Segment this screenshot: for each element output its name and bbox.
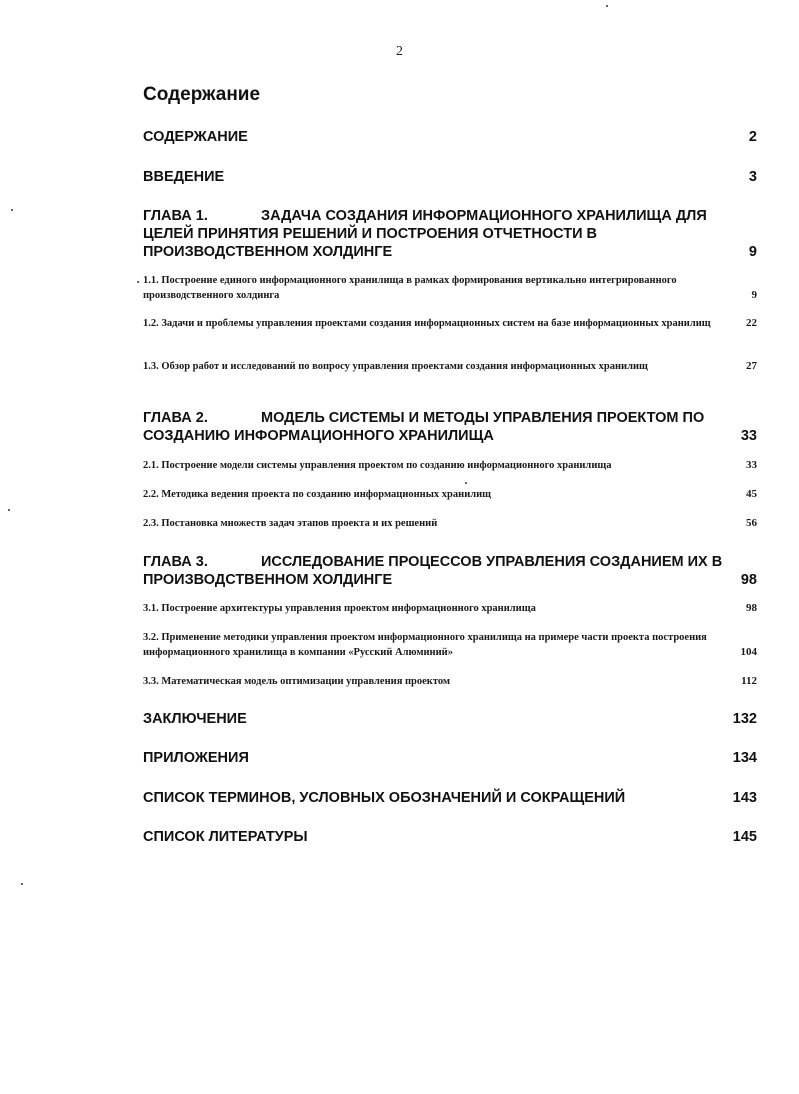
toc-entry-text: 1.2. Задачи и проблемы управления проектами создания информационных систем на базе информационных хранилищ [143,318,711,329]
toc-entry-page: 33 [746,459,757,471]
toc-entry-page: 98 [740,572,757,588]
toc-entry-text: 1.3. Обзор работ и исследований по вопросу управления проектами создания информационных хранилищ [143,361,648,372]
toc-entry-text: ПРИЛОЖЕНИЯ [143,750,249,766]
toc-entry-1-2[interactable] [143,316,757,331]
toc-entry-page: 132 [732,711,757,727]
page-number: 2 [396,44,403,59]
toc-entry-page: 2 [748,129,757,145]
toc-entry-page: 3 [748,169,757,185]
toc-entry-text: СПИСОК ТЕРМИНОВ, УСЛОВНЫХ ОБОЗНАЧЕНИЙ И СОКРАЩЕНИЙ [143,790,626,806]
toc-entry-references[interactable] [143,828,757,846]
toc-entry-terms[interactable] [143,789,757,807]
toc-entry-page: 9 [748,244,757,260]
toc-entry-text: 3.3. Математическая модель оптимизации управления проектом [143,676,451,687]
page-title: Содержание [143,84,261,105]
toc-entry-conclusion[interactable] [143,710,757,728]
toc-entry-contents[interactable] [143,128,757,146]
toc-entry-1-1[interactable] [143,273,757,303]
toc-entry-page: 33 [740,428,757,444]
toc-entry-text: 2.1. Построение модели системы управления проектом по созданию информационного хранилища [143,460,612,471]
chapter-title: МОДЕЛЬ СИСТЕМЫ И МЕТОДЫ УПРАВЛЕНИЯ ПРОЕКТОМ ПО СОЗДАНИЮ ИНФОРМАЦИОННОГО ХРАНИЛИЩА [143,410,705,444]
chapter-title: ЗАДАЧА СОЗДАНИЯ ИНФОРМАЦИОННОГО ХРАНИЛИЩА ДЛЯ ЦЕЛЕЙ ПРИНЯТИЯ РЕШЕНИЙ И ПОСТРОЕНИЯ ОТЧЕТНОСТИ В ПРОИЗВОДСТВЕННОМ ХОЛДИНГЕ [143,208,707,260]
toc-entry-chapter-1[interactable] [143,207,757,261]
scan-speck [8,509,10,511]
toc-entry-page: 45 [746,488,757,500]
scan-speck [137,281,139,283]
toc-entry-text: 3.2. Применение методики управления проектом информационного хранилища на примере части проекта построения информационного хранилища в компании «Русский Алюминий» [143,632,707,658]
scan-speck [11,209,13,211]
scan-speck [21,883,23,885]
toc-entry-2-3[interactable] [143,516,757,531]
scan-speck [606,5,608,7]
toc-entry-page: 143 [732,790,757,806]
toc-entry-3-2[interactable] [143,630,757,660]
chapter-label: ГЛАВА 3. [143,554,208,570]
toc-entry-3-1[interactable] [143,601,757,616]
toc-entry-chapter-2[interactable] [143,409,757,445]
toc-entry-page: 56 [746,517,757,529]
toc-entry-text [143,207,737,261]
toc-entry-3-3[interactable] [143,674,757,689]
toc-entry-page: 134 [732,750,757,766]
toc-entry-2-2[interactable] [143,487,757,502]
toc-entry-text [143,553,729,589]
toc-entry-page: 22 [746,317,757,329]
toc-entry-chapter-3[interactable] [143,553,757,589]
toc-entry-text: 2.3. Постановка множеств задач этапов проекта и их решений [143,518,438,529]
toc-entry-page: 9 [751,289,757,301]
toc-entry-text: СПИСОК ЛИТЕРАТУРЫ [143,829,308,845]
toc-entry-1-3[interactable] [143,359,757,374]
toc-entry-2-1[interactable] [143,458,757,473]
toc-entry-page: 104 [740,646,757,658]
chapter-label: ГЛАВА 2. [143,410,208,426]
toc-entry-text: ЗАКЛЮЧЕНИЕ [143,711,247,727]
toc-entry-page: 27 [746,360,757,372]
toc-entry-text: 2.2. Методика ведения проекта по созданию информационных хранилищ [143,489,492,500]
chapter-label: ГЛАВА 1. [143,208,208,224]
toc-entry-intro[interactable] [143,168,757,186]
toc-entry-text: 3.1. Построение архитектуры управления проектом информационного хранилища [143,603,536,614]
toc-entry-page: 112 [741,675,757,687]
toc-entry-page: 145 [732,829,757,845]
toc-entry-text: 1.1. Построение единого информационного хранилища в рамках формирования вертикально интегрированного производственного холдинга [143,275,677,301]
toc-entry-page: 98 [746,602,757,614]
toc-entry-text [143,409,729,445]
toc-entry-text: СОДЕРЖАНИЕ [143,129,248,145]
toc-entry-appendices[interactable] [143,749,757,767]
chapter-title: ИССЛЕДОВАНИЕ ПРОЦЕССОВ УПРАВЛЕНИЯ СОЗДАНИЕМ ИХ В ПРОИЗВОДСТВЕННОМ ХОЛДИНГЕ [143,554,723,588]
toc-entry-text: ВВЕДЕНИЕ [143,169,225,185]
scan-speck [465,482,467,484]
